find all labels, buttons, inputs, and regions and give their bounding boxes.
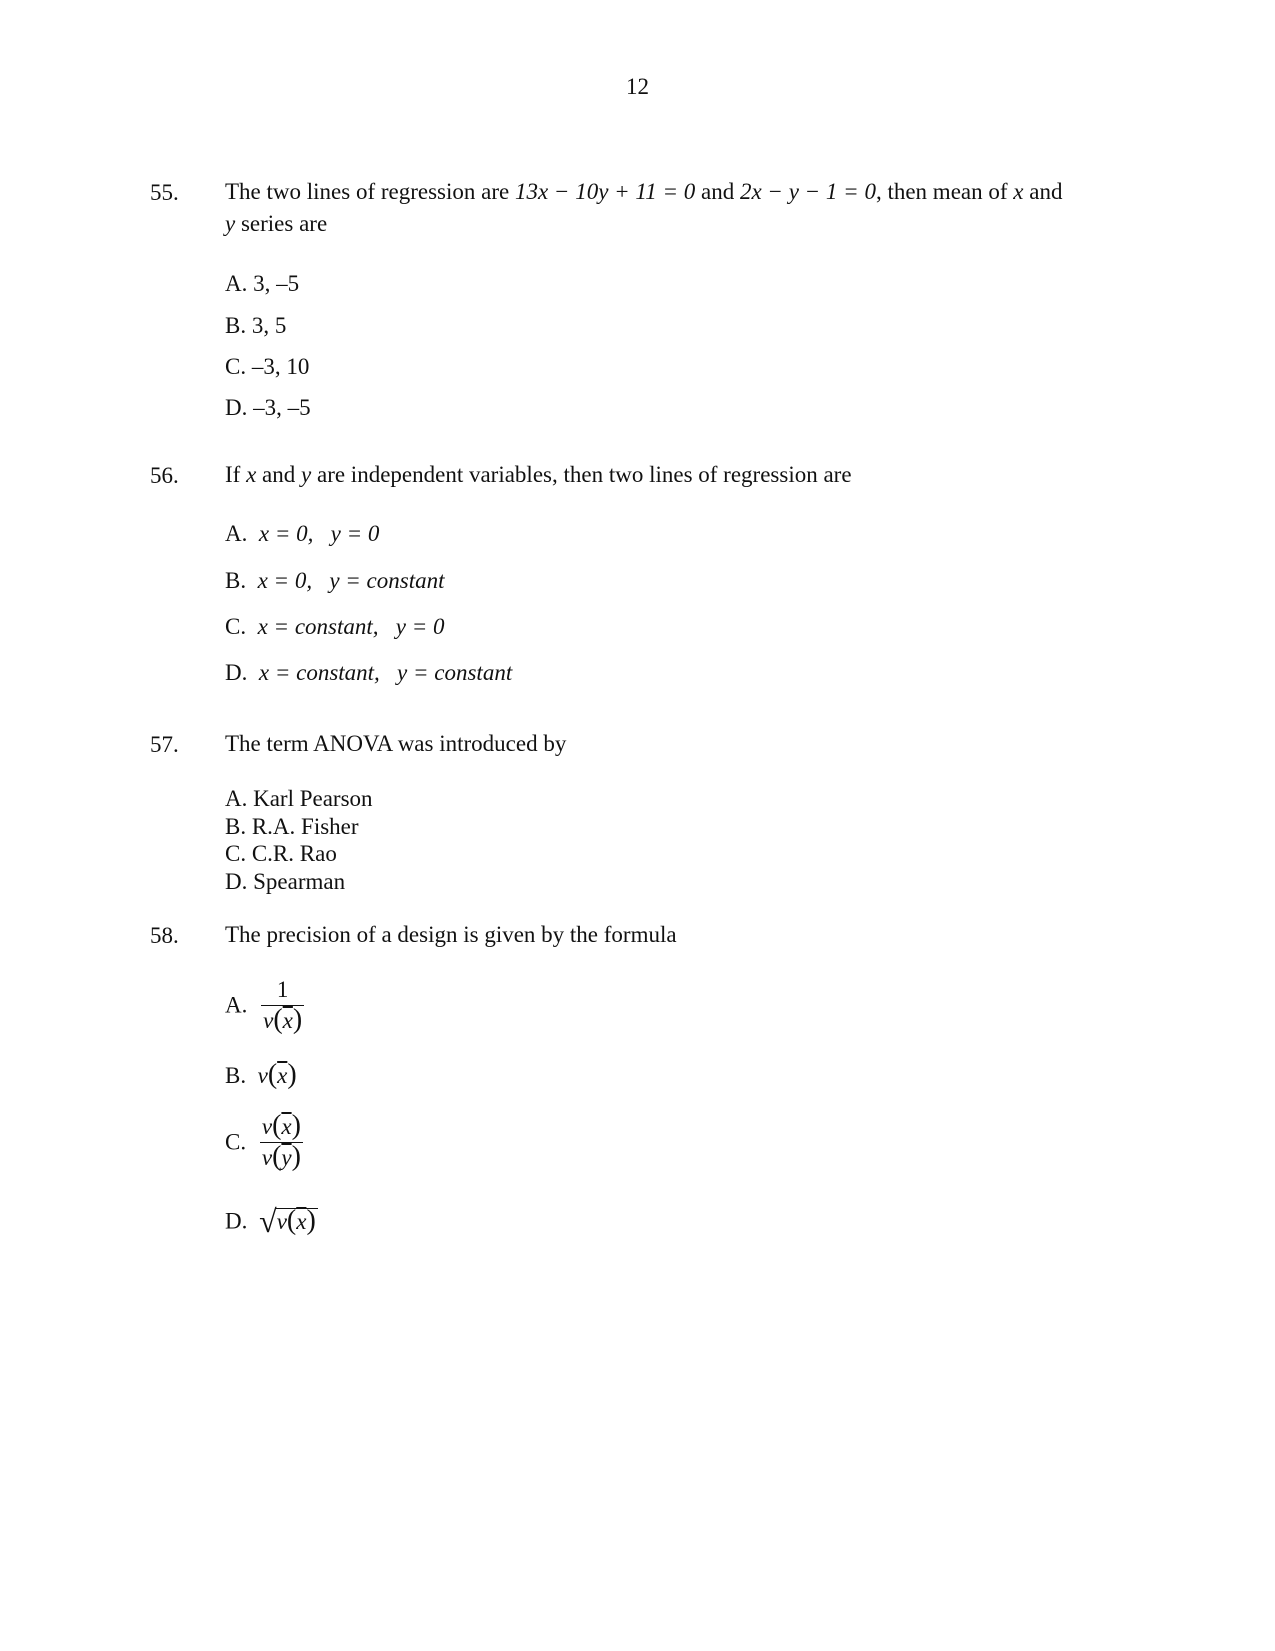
equation: 2x − y − 1 = 0 bbox=[739, 179, 876, 204]
option-formula: x = constant, bbox=[258, 660, 380, 685]
question-text-part: If bbox=[225, 462, 241, 487]
question-number: 55. bbox=[150, 180, 179, 205]
option-c bbox=[225, 614, 445, 640]
option-formula: x = constant, bbox=[257, 614, 379, 639]
denominator: $v(\overline{y})$ bbox=[261, 1141, 301, 1172]
option-b: B. 3, 5 bbox=[225, 313, 287, 338]
fraction bbox=[260, 1112, 303, 1173]
option-c: C. –3, 10 bbox=[225, 354, 310, 379]
square-root bbox=[259, 1203, 318, 1240]
option-formula: $v(\overline{x})$ bbox=[257, 1059, 297, 1090]
question-text-part: and bbox=[1029, 179, 1063, 204]
question-number: 58. bbox=[150, 923, 179, 948]
option-a bbox=[225, 975, 304, 1036]
option-formula: y = 0 bbox=[395, 614, 445, 639]
question-text bbox=[225, 459, 1125, 491]
question-text: The term ANOVA was introduced by bbox=[225, 731, 567, 756]
option-d: D. –3, –5 bbox=[225, 395, 311, 420]
option-b bbox=[225, 1059, 297, 1090]
option-label: D. bbox=[225, 1208, 248, 1234]
question-text-part: , then mean of bbox=[875, 179, 1008, 204]
question-text-part: series are bbox=[240, 211, 328, 236]
question-number: 56. bbox=[150, 463, 179, 488]
option-label: A. bbox=[225, 992, 248, 1018]
option-label: B. bbox=[225, 568, 247, 593]
variable: x bbox=[246, 462, 257, 487]
variable: x bbox=[1013, 179, 1024, 204]
variable: y bbox=[301, 462, 312, 487]
option-label: B. bbox=[225, 1063, 247, 1088]
question-text-part: The two lines of regression are bbox=[225, 179, 510, 204]
option-d bbox=[225, 1203, 318, 1240]
option-d bbox=[225, 660, 512, 686]
variable: y bbox=[225, 211, 236, 236]
numerator: $v(\overline{x})$ bbox=[261, 1110, 301, 1141]
option-formula: y = constant bbox=[329, 568, 445, 593]
option-label: D. bbox=[225, 660, 248, 685]
option-a: A. Karl Pearson bbox=[225, 786, 373, 811]
question-text-part: and bbox=[701, 179, 735, 204]
fraction bbox=[261, 975, 304, 1036]
question-text-part: are independent variables, then two lines of regression are bbox=[316, 462, 852, 487]
option-c bbox=[225, 1112, 303, 1173]
option-a bbox=[225, 521, 379, 547]
radicand: $v(\overline{x})$ bbox=[276, 1205, 316, 1236]
option-d: D. Spearman bbox=[225, 869, 346, 894]
option-label: C. bbox=[225, 1129, 247, 1155]
question-text-part: and bbox=[262, 462, 296, 487]
question-text: The precision of a design is given by the formula bbox=[225, 922, 677, 947]
numerator: 1 bbox=[261, 975, 304, 1006]
page-number: 12 bbox=[626, 74, 649, 99]
question-number: 57. bbox=[150, 732, 179, 757]
option-b bbox=[225, 568, 445, 594]
option-label: C. bbox=[225, 614, 247, 639]
question-text bbox=[225, 176, 1125, 240]
option-label: A. bbox=[225, 521, 248, 546]
denominator: $v(\overline{x})$ bbox=[263, 1004, 303, 1035]
option-formula: y = 0 bbox=[330, 521, 380, 546]
equation: 13x − 10y + 11 = 0 bbox=[514, 179, 696, 204]
option-c: C. C.R. Rao bbox=[225, 841, 337, 866]
option-b: B. R.A. Fisher bbox=[225, 814, 359, 839]
radical-sign: √ bbox=[259, 1203, 277, 1239]
option-formula: x = 0, bbox=[258, 521, 314, 546]
option-a: A. 3, –5 bbox=[225, 271, 300, 296]
option-formula: y = constant bbox=[397, 660, 513, 685]
option-formula: x = 0, bbox=[257, 568, 313, 593]
